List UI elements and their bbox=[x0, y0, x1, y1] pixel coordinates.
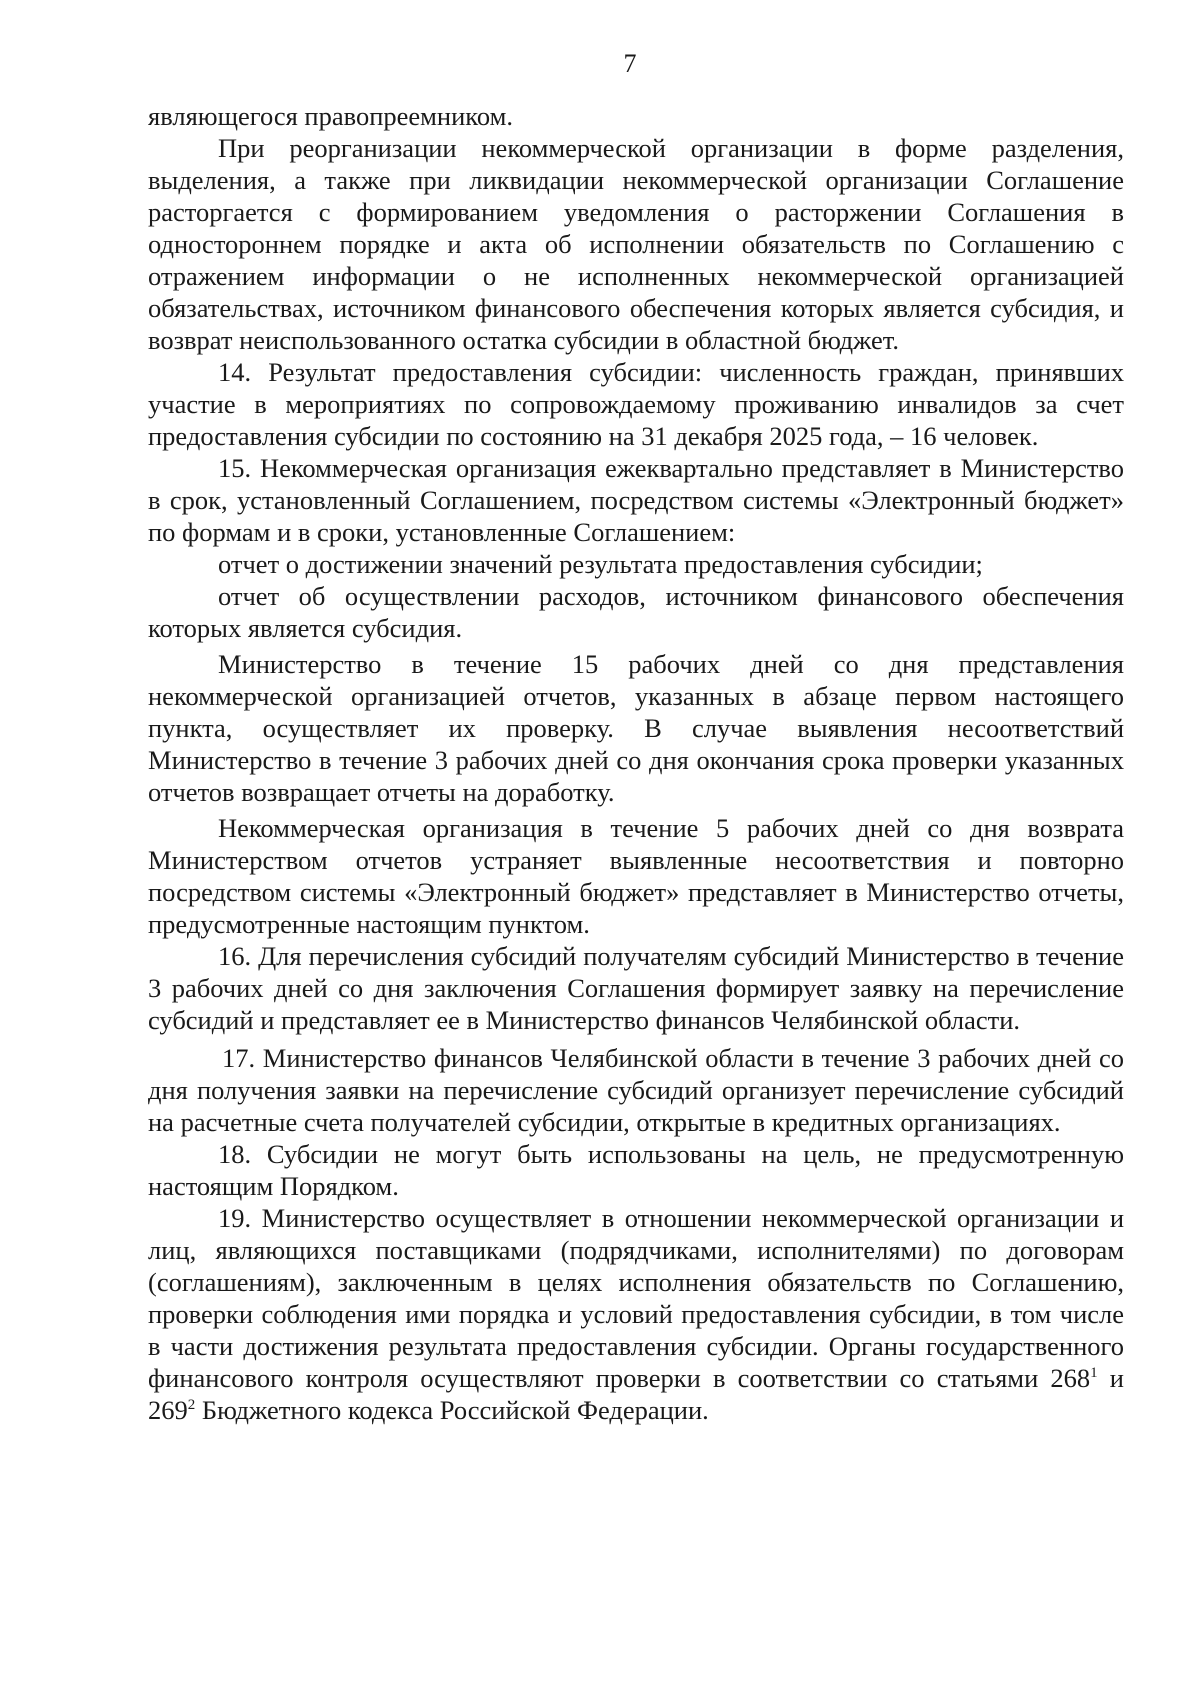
paragraph-report-expenses: отчет об осуществлении расходов, источником финансового обеспечения которых является субсидия. bbox=[148, 581, 1124, 643]
paragraph-15-reporting: 15. Некоммерческая организация ежеквартально представляет в Министерство в срок, установленный Соглашением, посредством системы «Электронный бюджет» по формам и в сроки, установленные Соглашением: bbox=[148, 453, 1124, 547]
paragraph-report-results: отчет о достижении значений результата предоставления субсидии; bbox=[218, 549, 983, 579]
superscript-2: 2 bbox=[187, 1397, 196, 1414]
paragraph-continuation: являющегося правопреемником. bbox=[148, 101, 513, 131]
paragraph-19-audit bbox=[148, 1202, 1124, 1426]
paragraph-corrections: Некоммерческая организация в течение 5 рабочих дней со дня возврата Министерством отчетов устраняет выявленные несоответствия и повторно посредством системы «Электронный бюджет» представляет в Министерство отчеты, предусмотренные настоящим пунктом. bbox=[148, 813, 1124, 939]
paragraph-18-usage: 18. Субсидии не могут быть использованы на цель, не предусмотренную настоящим Порядком. bbox=[148, 1139, 1124, 1201]
paragraph-17-transfer: 17. Министерство финансов Челябинской области в течение 3 рабочих дней со дня получения заявки на перечисление субсидий организует перечисление субсидий на расчетные счета получателей субсидии, открытые в кредитных организациях. bbox=[148, 1043, 1124, 1137]
paragraph-16-transfer-request: 16. Для перечисления субсидий получателям субсидий Министерство в течение 3 рабочих дней со дня заключения Соглашения формирует заявку на перечисление субсидий и представляет ее в Министерство финансов Челябинской области. bbox=[148, 941, 1124, 1035]
paragraph-14-result: 14. Результат предоставления субсидии: численность граждан, принявших участие в мероприятиях по сопровождаемому проживанию инвалидов за счет предоставления субсидии по состоянию на 31 декабря 2025 года, – 16 человек. bbox=[148, 357, 1124, 451]
paragraph-ministry-check: Министерство в течение 15 рабочих дней со дня представления некоммерческой организацией отчетов, указанных в абзаце первом настоящего пункта, осуществляет их проверку. В случае выявления несоответствий Министерство в течение 3 рабочих дней со дня окончания срока проверки указанных отчетов возвращает отчеты на доработку. bbox=[148, 649, 1124, 807]
superscript-1: 1 bbox=[1090, 1365, 1098, 1382]
paragraph-reorganization: При реорганизации некоммерческой организации в форме разделения, выделения, а также при ликвидации некоммерческой организации Соглашение расторгается с формированием уведомления о расторжении Соглашения в одностороннем порядке и акта об исполнении обязательств по Соглашению с отражением информации о не исполненных некоммерческой организацией обязательствах, источником финансового обеспечения которых является субсидия, и возврат неиспользованного остатка субсидии в областной бюджет. bbox=[148, 133, 1124, 355]
page-number: 7 bbox=[623, 49, 637, 78]
paragraph-19-text-end: Бюджетного кодекса Российской Федерации. bbox=[195, 1395, 709, 1425]
paragraph-19-text-start: 19. Министерство осуществляет в отношении некоммерческой организации и лиц, являющихся поставщиками (подрядчиками, исполнителями) по договорам (соглашениям), заключенным в целях исполнения обязательств по Соглашению, проверки соблюдения ими порядка и условий предоставления субсидии, в том числе в части достижения результата предоставления субсидии. Органы государственного финансового контроля осуществляют проверки в соответствии со статьями 268 bbox=[148, 1203, 1124, 1393]
document-body bbox=[148, 100, 1124, 1426]
paragraph-19-text-middle: и 269 bbox=[148, 1363, 1124, 1425]
